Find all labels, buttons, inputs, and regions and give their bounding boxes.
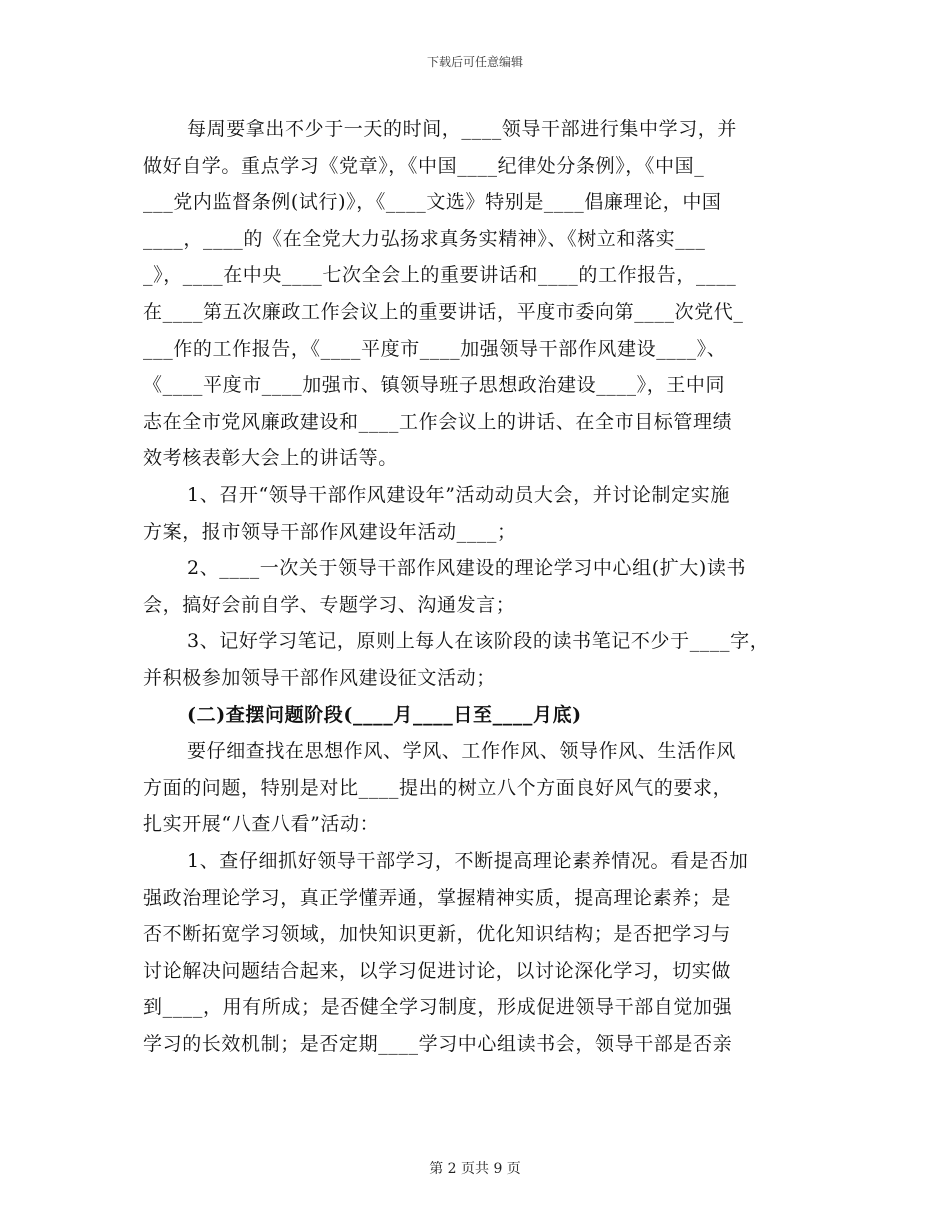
text-line: 1、召开“领导干部作风建设年”活动动员大会，并讨论制定实施 (187, 484, 730, 506)
text-line: 扎实开展“八查八看”活动： (143, 813, 380, 836)
text-line: 并积极参加领导干部作风建设征文活动； (143, 667, 496, 689)
text-line: ____，____的《在全党大力弘扬求真务实精神》、《树立和落实___ (143, 227, 706, 250)
text-line: 效考核表彰大会上的讲话等。 (143, 447, 398, 470)
text-line: ___党内监督条例(试行)》，《____文选》特别是____倡廉理论，中国 (143, 191, 722, 214)
text-line: 志在全市党风廉政建设和____工作会议上的讲话、在全市目标管理绩 (143, 410, 733, 433)
page-footer: 第 2 页共 9 页 (429, 1161, 521, 1177)
text-line: 方案，报市领导干部作风建设年活动____； (143, 520, 517, 543)
text-line: 做好自学。重点学习《党章》，《中国____纪律处分条例》，《中国_ (143, 154, 705, 177)
text-line: 强政治理论学习，真正学懂弄通，掌握精神实质，提高理论素养；是 (143, 886, 732, 909)
text-line: _》，____在中央____七次全会上的重要讲话和____的工作报告，____ (143, 264, 737, 287)
text-line: 2、____一次关于领导干部作风建设的理论学习中心组(扩大)读书 (187, 557, 747, 580)
text-line: 每周要拿出不少于一天的时间，____领导干部进行集中学习，并 (187, 118, 738, 140)
text-line: 学习的长效机制；是否定期____学习中心组读书会，领导干部是否亲 (143, 1033, 733, 1055)
text-line: 讨论解决问题结合起来，以学习促进讨论，以讨论深化学习，切实做 (143, 959, 732, 982)
text-line: 方面的问题，特别是对比____提出的树立八个方面良好风气的要求， (143, 776, 733, 799)
text-line: 在____第五次廉政工作会议上的重要讲话，平度市委向第____次党代_ (143, 301, 744, 323)
text-line: 1、查仔细抓好领导干部学习，不断提高理论素养情况。看是否加 (187, 850, 749, 872)
page-header: 下载后可任意编辑 (426, 55, 523, 69)
text-line: (二)查摆问题阶段(____月____日至____月底) (187, 703, 582, 726)
text-line: 会，搞好会前自学、专题学习、沟通发言； (143, 593, 516, 616)
text-line: 3、记好学习笔记，原则上每人在该阶段的读书笔记不少于____字， (187, 630, 770, 653)
text-line: 要仔细查找在思想作风、学风、工作作风、领导作风、生活作风 (187, 740, 736, 763)
text-line: 到____，用有所成；是否健全学习制度，形成促进领导干部自觉加强 (143, 996, 733, 1019)
text-line: ___作的工作报告，《____平度市____加强领导干部作风建设____》、 (143, 337, 727, 360)
text-line: 《____平度市____加强市、镇领导班子思想政治建设____》，王中同 (143, 374, 726, 397)
text-line: 否不断拓宽学习领域，加快知识更新，优化知识结构；是否把学习与 (143, 923, 732, 946)
